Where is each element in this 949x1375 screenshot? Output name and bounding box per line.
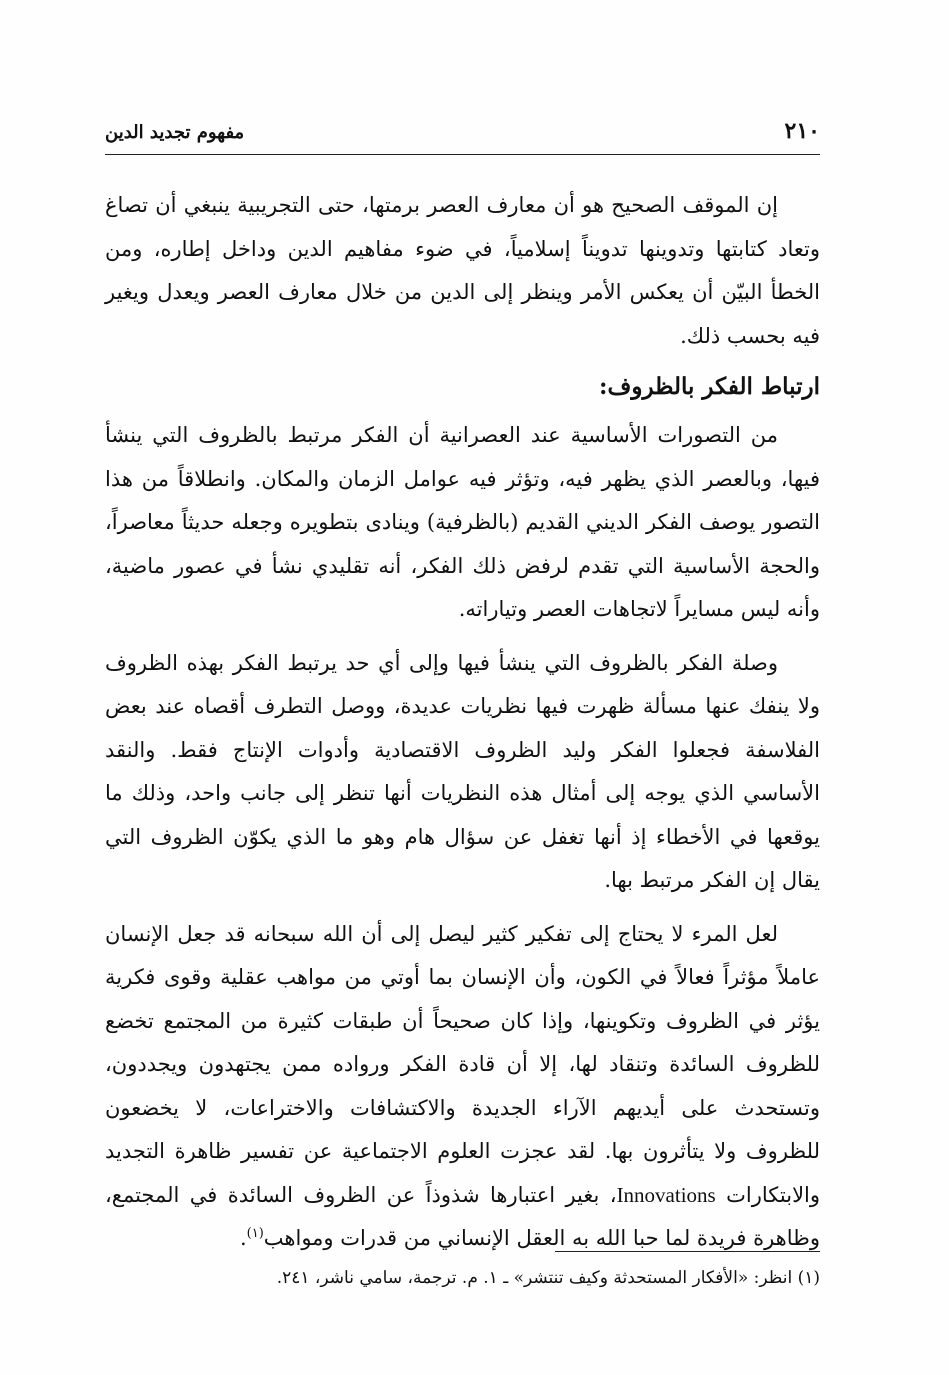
paragraph-4: [105, 913, 820, 1261]
footnote-reference: (١): [246, 1226, 264, 1241]
paragraph-2: من التصورات الأساسية عند العصرانية أن الفكر مرتبط بالظروف التي ينشأ فيها، وبالعصر الذي يظهر فيه، وتؤثر فيه عوامل الزمان والمكان. وانطلاقاً من هذا التصور يوصف الفكر الديني القديم (بالظرفية) وينادى بتطويره وجعله حديثاً معاصراً، والحجة الأساسية التي تقدم لرفض ذلك الفكر، أنه تقليدي نشأ في عصور ماضية، وأنه ليس مسايراً لاتجاهات العصر وتياراته.: [105, 423, 820, 621]
header-rule: [105, 154, 820, 155]
main-text: [105, 184, 820, 1261]
footnote: (١) انظر: «الأفكار المستحدثة وكيف تنتشر» ـ ١. م. ترجمة، سامي ناشر، ٢٤١.: [276, 1268, 820, 1288]
paragraph-4-text-a: لعل المرء لا يحتاج إلى تفكير كثير ليصل إلى أن الله سبحانه قد جعل الإنسان عاملاً مؤثراً فعالاً في الكون، وأن الإنسان بما أوتي من مواهب عقلية وقوى فكرية يؤثر في الظروف وتكوينها، وإذا كان صحيحاً أن طبقات كثيرة من المجتمع تخضع للظروف السائدة وتنقاد لها، إلا أن قادة الفكر ورواده ممن يجتهدون ويجددون، وتستحدث على أيديهم الآراء الجديدة والاكتشافات والاختراعات، لا يخضعون للظروف ولا يتأثرون بها. لقد عجزت العلوم الاجتماعية عن تفسير ظاهرة التجديد والابتكارات: [105, 921, 821, 1207]
latin-term: Innovations: [616, 1182, 716, 1207]
page-header: [105, 112, 820, 154]
running-title: مفهوم تجديد الدين: [105, 122, 245, 143]
paragraph-1: إن الموقف الصحيح هو أن معارف العصر برمتها، حتى التجريبية ينبغي أن تصاغ وتعاد كتابتها وتدوينها تدويناً إسلامياً، في ضوء مفاهيم الدين وداخل إطاره، ومن الخطأ البيّن أن يعكس الأمر وينظر إلى الدين من خلال معارف العصر ويعدل ويغير فيه بحسب ذلك.: [105, 193, 820, 348]
paragraph-4-text-b: ، بغير اعتبارها شذوذاً عن الظروف السائدة في المجتمع، وظاهرة فريدة لما حبا الله به العقل الإنساني من قدرات ومواهب: [105, 1182, 820, 1250]
paragraph-4-end: .: [239, 1226, 247, 1250]
paragraph-3: وصلة الفكر بالظروف التي ينشأ فيها وإلى أي حد يرتبط الفكر بهذه الظروف ولا ينفك عنها مسألة ظهرت فيها نظريات عديدة، ووصل التطرف أقصاه عند بعض الفلاسفة فجعلوا الفكر وليد الظروف الاقتصادية وأدوات الإنتاج فقط. والنقد الأساسي الذي يوجه إلى أمثال هذه النظريات أنها تنظر إلى جانب واحد، وذلك ما يوقعها في الأخطاء إذ أنها تغفل عن سؤال هام وهو ما الذي يكوّن الظروف التي يقال إن الفكر مرتبط بها.: [105, 650, 820, 892]
section-heading: ارتباط الفكر بالظروف:: [599, 373, 820, 400]
footnote-rule: [555, 1251, 820, 1252]
page-number: ٢١٠: [784, 118, 820, 144]
